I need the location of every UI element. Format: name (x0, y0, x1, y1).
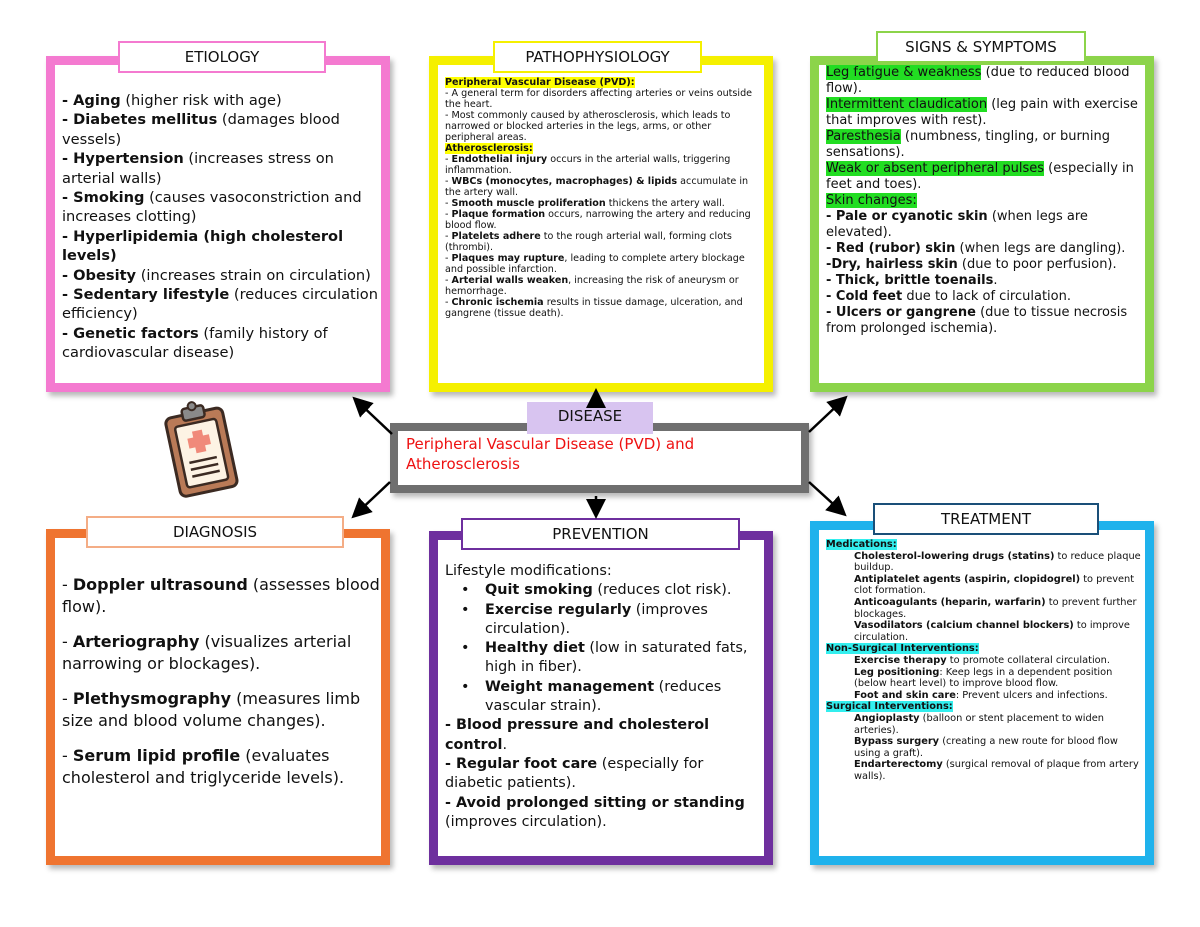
treatment-item: Angioplasty (balloon or stent placement to widen arteries). (854, 712, 1104, 736)
etiology-item: - Obesity (increases strain on circulation) (62, 266, 371, 284)
skin-item: - Pale or cyanotic skin (when legs are elevated). (826, 209, 1088, 240)
pvd-line: - A general term for disorders affecting arteries or veins outside the heart. (445, 88, 753, 110)
pvd-line: - Most commonly caused by atherosclerosis, which leads to narrowed or blocked arteries in the legs, arms, or other peripheral areas. (445, 110, 731, 143)
diagnosis-title: DIAGNOSIS (86, 516, 344, 548)
arrow-to-signs (809, 399, 844, 432)
atherosclerosis-heading: Atherosclerosis: (445, 143, 533, 154)
prevention-item: - Blood pressure and cholesterol control. (445, 717, 710, 753)
prevention-bullet: • Exercise regularly (improves circulation). (485, 601, 765, 640)
treatment-title: TREATMENT (873, 503, 1099, 535)
arrow-to-diagnosis (355, 482, 390, 515)
medications-heading: Medications: (826, 539, 897, 550)
prevention-intro: Lifestyle modifications: (445, 563, 612, 579)
ath-item: - Smooth muscle proliferation thickens the artery wall. (445, 198, 725, 209)
skin-item: - Cold feet due to lack of circulation. (826, 289, 1071, 304)
non-surgical-heading: Non-Surgical Interventions: (826, 643, 979, 655)
treatment-item: Cholesterol-lowering drugs (statins) to reduce plaque buildup. (854, 550, 1141, 574)
ath-item: - Plaques may rupture, leading to complete artery blockage and possible infarction. (445, 253, 745, 275)
pathophysiology-title: PATHOPHYSIOLOGY (493, 41, 702, 73)
etiology-item: - Genetic factors (family history of cardiovascular disease) (62, 324, 328, 362)
skin-item: - Red (rubor) skin (when legs are dangling). (826, 241, 1126, 256)
skin-item: - Ulcers or gangrene (due to tissue necrosis from prolonged ischemia). (826, 305, 1128, 336)
treatment-item: Foot and skin care: Prevent ulcers and infections. (854, 689, 1108, 701)
ath-item: - WBCs (monocytes, macrophages) & lipids accumulate in the artery wall. (445, 176, 749, 198)
treatment-item: Vasodilators (calcium channel blockers) to improve circulation. (854, 620, 1130, 643)
skin-item: -Dry, hairless skin (due to poor perfusion). (826, 257, 1117, 272)
etiology-item: - Diabetes mellitus (damages blood vessels) (62, 111, 340, 148)
etiology-title: ETIOLOGY (118, 41, 326, 73)
etiology-item: - Aging (higher risk with age) (62, 92, 282, 109)
sign-item: Leg fatigue & weakness (due to reduced blood flow). (826, 65, 1130, 96)
ath-item: - Plaque formation occurs, narrowing the artery and reducing blood flow. (445, 209, 751, 231)
ath-item: - Platelets adhere to the rough arterial wall, forming clots (thrombi). (445, 231, 732, 253)
pvd-heading: Peripheral Vascular Disease (PVD): (445, 77, 635, 88)
treatment-item: Antiplatelet agents (aspirin, clopidogrel) to prevent clot formation. (854, 573, 1135, 597)
ath-item: - Chronic ischemia results in tissue damage, ulceration, and gangrene (tissue death). (445, 297, 743, 319)
prevention-item: - Avoid prolonged sitting or standing (improves circulation). (445, 794, 745, 830)
treatment-item: Anticoagulants (heparin, warfarin) to prevent further blockages. (854, 596, 1137, 620)
diagnosis-item: - Serum lipid profile (evaluates cholesterol and triglyceride levels). (62, 746, 345, 787)
surgical-heading: Surgical Interventions: (826, 701, 953, 713)
skin-changes-heading: Skin changes: (826, 193, 917, 208)
signs-title: SIGNS & SYMPTOMS (876, 31, 1086, 63)
sign-item: Intermittent claudication (leg pain with exercise that improves with rest). (826, 97, 1138, 128)
etiology-item: - Hyperlipidemia (high cholesterol levels) (62, 227, 344, 265)
skin-item: - Thick, brittle toenails. (826, 273, 998, 288)
disease-label: DISEASE (527, 402, 653, 434)
sign-item: Paresthesia (numbness, tingling, or burning sensations). (826, 129, 1110, 160)
diagnosis-item: - Plethysmography (measures limb size and blood volume changes). (62, 689, 361, 730)
disease-name: Peripheral Vascular Disease (PVD) and Atherosclerosis (406, 435, 695, 473)
ath-item: - Endothelial injury occurs in the arterial walls, triggering inflammation. (445, 154, 731, 176)
etiology-item: - Smoking (causes vasoconstriction and increases clotting) (62, 189, 362, 226)
treatment-item: Bypass surgery (creating a new route for blood flow using a graft). (854, 736, 1118, 759)
prevention-bullet: • Quit smoking (reduces clot risk). (485, 581, 765, 600)
diagnosis-item: - Doppler ultrasound (assesses blood flow). (62, 575, 380, 616)
ath-item: - Arterial walls weaken, increasing the risk of aneurysm or hemorrhage. (445, 275, 739, 297)
diagnosis-item: - Arteriography (visualizes arterial narrowing or blockages). (62, 632, 352, 673)
etiology-item: - Sedentary lifestyle (reduces circulation efficiency) (62, 286, 378, 323)
treatment-item: Exercise therapy to promote collateral circulation. (854, 654, 1110, 666)
arrow-to-treatment (809, 482, 843, 513)
sign-item: Weak or absent peripheral pulses (especially in feet and toes). (826, 161, 1134, 192)
treatment-item: Leg positioning: Keep legs in a dependent position (below heart level) to improve blood flow. (854, 666, 1113, 690)
prevention-item: - Regular foot care (especially for diabetic patients). (445, 755, 704, 792)
prevention-bullet: • Weight management (reduces vascular strain). (485, 678, 765, 717)
etiology-item: - Hypertension (increases stress on arterial walls) (62, 150, 334, 187)
prevention-bullet: • Healthy diet (low in saturated fats, high in fiber). (485, 639, 765, 678)
treatment-item: Endarterectomy (surgical removal of plaque from artery walls). (854, 759, 1139, 782)
prevention-title: PREVENTION (461, 518, 740, 550)
arrow-to-etiology (356, 400, 392, 434)
